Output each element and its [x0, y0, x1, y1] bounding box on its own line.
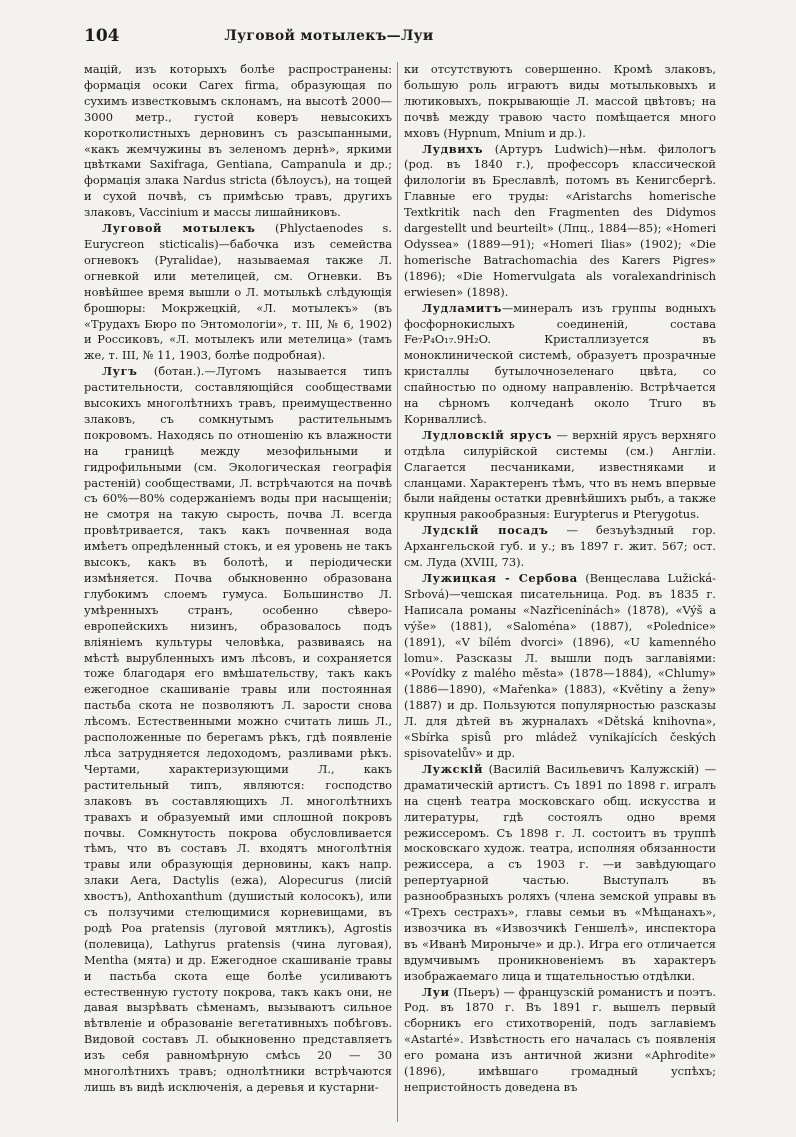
entry-headword: Лужскій	[422, 761, 484, 776]
dictionary-entry	[404, 985, 716, 1096]
right-column	[404, 62, 716, 1122]
entry-text: — верхній ярусъ верхняго отдѣла силурійской системы (см.) Англіи. Слагается песчаниками, известняками и сланцами. Характеренъ тѣмъ, что въ немъ впервые были найдены остатки древнѣйшихъ рыбъ, а также крупныя ракообразныя: Eurypterus и Pterygotus.	[404, 427, 716, 522]
entry-text: (Пьеръ) — французскій романистъ и поэтъ. Род. въ 1870 г. Въ 1891 г. вышелъ первый сборникъ его стихотвореній, подъ заглавіемъ «Astarté». Извѣстность его началась съ появленія его романа изъ античной жизни «Aphrodite» (1896), имѣвшаго громадный успѣхъ; непристойность доведена въ	[404, 984, 716, 1094]
entry-text: ки отсутствуютъ совершенно. Кромѣ злаковъ, большую роль играютъ виды мотыльковыхъ и лютиковыхъ, покрывающіе Л. массой цвѣтовъ; на почвѣ между травою часто помѣщается много мховъ (Hypnum, Mnium и др.).	[404, 62, 716, 140]
entry-headword: Лудвихъ	[422, 141, 484, 156]
entry-headword: Луговой мотылекъ	[102, 221, 256, 236]
continued-text	[84, 62, 392, 221]
dictionary-entry	[404, 762, 716, 985]
entry-headword: Лугъ	[102, 364, 138, 379]
entry-text: (ботан.).—Лугомъ называется типъ растительности, составляющійся сообществами высокихъ многолѣтнихъ травъ, преимущественно злаковъ, съ сомкнутымъ растительнымъ покровомъ. Находясь по отношенію къ влажности на границѣ между мезофильными и гидрофильными (см. Экологическая географія растеній) сообществами, Л. встрѣчаются на почвѣ съ 60%—80% содержаніемъ воды при насыщеніи; не смотря на такую сырость, почва Л. всегда провѣтривается, такъ какъ почвенная вода имѣетъ опредѣленный стокъ, и ея уровень не такъ высокъ, какъ въ болотѣ, и періодически измѣняется. Почва обыкновенно образована глубокимъ слоемъ гумуса. Большинство Л. умѣренныхъ странъ, особенно сѣверо-европейскихъ низинъ, образовалось подъ вліяніемъ культуры человѣка, развиваясь на мѣстѣ вырубленныхъ имъ лѣсовъ, и сохраняется тоже благодаря его вмѣшательству, такъ какъ ежегодное скашиваніе травы или постоянная пастьба скота не позволяютъ Л. зарости снова лѣсомъ. Естественными можно считать лишь Л., расположенные по берегамъ рѣкъ, гдѣ появленіе лѣса затрудняется ледоходомъ, разливами рѣкъ. Чертами, характеризующими Л., какъ растительный типъ, являются: господство злаковъ въ составляющихъ Л. многолѣтнихъ травахъ и образуемый ими сплошной покровъ почвы. Сомкнутость покрова обусловливается тѣмъ, что въ составъ Л. входятъ многолѣтнія травы или образующія дерновины, какъ напр. злаки Aera, Dactylis (ежа), Alopecurus (лисій хвостъ), Anthoxanthum (душистый колосокъ), или съ ползучими стелющимися корневищами, въ родѣ Poa pratensis (луговой мятликъ), Agrostis (полевица), Lathyrus pratensis (чина луговая), Mentha (мята) и др. Ежегодное скашиваніе травы и пастьба скота еще болѣе усиливаютъ естественную густоту покрова, такъ какъ они, не давая вызрѣвать сѣменамъ, вызываютъ сильное вѣтвленіе и образованіе вегетативныхъ побѣговъ. Видовой составъ Л. обыкновенно представляетъ изъ себя равномѣрную смѣсь 20 — 30 многолѣтнихъ травъ; однолѣтники встрѣчаются лишь въ видѣ исключенія, а деревья и кустарни-	[84, 364, 392, 1094]
dictionary-entry	[404, 301, 716, 428]
entry-headword: Лужицкая - Сербова	[422, 571, 578, 585]
entry-headword: Луи	[422, 984, 450, 999]
entry-text: (Артуръ Ludwich)—нѣм. филологъ (род. въ 1840 г.), профессоръ классической филологіи въ Бреславлѣ, потомъ въ Кенигсбергѣ. Главные его труды: «Aristarchs homerische Textkritik nach den Fragmenten des Didymos dargestellt und beurteilt» (Лпц., 1884—85); «Homeri Odyssea» (1889—91); «Homeri Ilias» (1902); «Die homerische Batrachomachia des Karers Pigres» (1896); «Die Homervulgata als voralexandrinisch erwiesen» (1898).	[404, 141, 716, 299]
dictionary-entry	[404, 571, 716, 762]
running-title: Луговой мотылекъ—Луи	[224, 28, 434, 44]
dictionary-entry	[84, 364, 392, 1096]
entry-text: (Phlyctaenodes s. Eurycreon sticticalis)—бабочка изъ семейства огневокъ (Pyralidae), называемая также Л. огневкой или метелицей, см. Огневки. Въ новѣйшее время вышли о Л. мотылькѣ слѣдующія брошюры: Мокржецкій, «Л. мотылекъ» (въ «Трудахъ Бюро по Энтомологіи», т. III, № 6, 1902) и Россиковъ, «Л. мотылекъ или метелица» (тамъ же, т. III, № 11, 1903, болѣе подробная).	[84, 221, 392, 363]
entry-text: — безъуѣздный гор. Архангельской губ. и у.; въ 1897 г. жит. 567; ост. см. Луда (XVIII, 73).	[404, 523, 716, 570]
dictionary-entry	[404, 523, 716, 571]
page-number: 104	[84, 26, 120, 46]
column-divider	[397, 62, 398, 1122]
entry-text: (Василій Васильевичъ Калужскій) — драматическій артистъ. Съ 1891 по 1898 г. игралъ на сценѣ театра московскаго общ. искусства и литературы, гдѣ состоялъ одно время режиссеромъ. Съ 1898 г. Л. состоитъ въ труппѣ московскаго худож. театра, исполняя обязанности режиссера, а съ 1903 г. —и завѣдующаго репертуарной частью. Выступалъ въ разнообразныхъ роляхъ (члена земской управы въ «Трехъ сестрахъ», главы семьи въ «Мѣщанахъ», извозчика въ «Извозчикѣ Геншелѣ», инспектора въ «Иванѣ Мироныче» и др.). Игра его отличается вдумчивымъ проникновеніемъ въ характеръ изображаемаго лица и тщательностью отдѣлки.	[404, 761, 716, 983]
left-column	[84, 62, 392, 1122]
entry-text: мацій, изъ которыхъ болѣе распространены: формація осоки Carex firma, образующая по сухимъ известковымъ склонамъ, на высотѣ 2000—3000 метр., густой коверъ невысокихъ коротколистныхъ дерновинъ съ разсыпанными, «какъ жемчужины въ зеленомъ дернѣ», яркими цвѣтками Saxifraga, Gentiana, Campanula и др.; формація злака Nardus stricta (бѣлоусъ), на тощей и сухой почвѣ, съ примѣсью травъ, другихъ злаковъ, Vaccinium и массы лишайниковъ.	[84, 62, 392, 220]
dictionary-entry	[84, 221, 392, 364]
continued-text	[404, 62, 716, 142]
entry-headword: Лудловскій ярусъ	[422, 427, 553, 442]
entry-text: (Венцеслава Lužická-Srbová)—чешская писательница. Род. въ 1835 г. Написала романы «Nazřicenínách» (1878), «Výš a výše» (1881), «Saloména» (1887), «Polednice» (1891), «V bílém dvorci» (1896), «U kamenného lomu». Разсказы Л. вышли подъ заглавіями: «Povídky z malého města» (1878—1884), «Chlumy» (1886—1890), «Mařenka» (1883), «Květiny a ženy» (1887) и др. Пользуются популярностью разсказы Л. для дѣтей въ журналахъ «Dětská knihovna», «Sbírka spisů pro mládež vynikajících českých spisovatelův» и др.	[404, 571, 716, 760]
entry-headword: Лудламитъ	[422, 300, 502, 315]
dictionary-entry	[404, 428, 716, 523]
entry-headword: Лудскій посадъ	[422, 523, 549, 538]
page-header	[84, 26, 574, 52]
dictionary-entry	[404, 142, 716, 301]
entry-text: —минералъ изъ группы водныхъ фосфорнокислыхъ соединеній, состава Fe₇P₄O₁₇.9H₂O. Кристаллизуется въ моноклинической системѣ, образуетъ прозрачные кристаллы бутылочнозеленаго цвѣта, со спайностью по одному направленію. Встрѣчается на сѣрномъ колчеданѣ около Truro въ Корнваллисѣ.	[404, 300, 716, 426]
